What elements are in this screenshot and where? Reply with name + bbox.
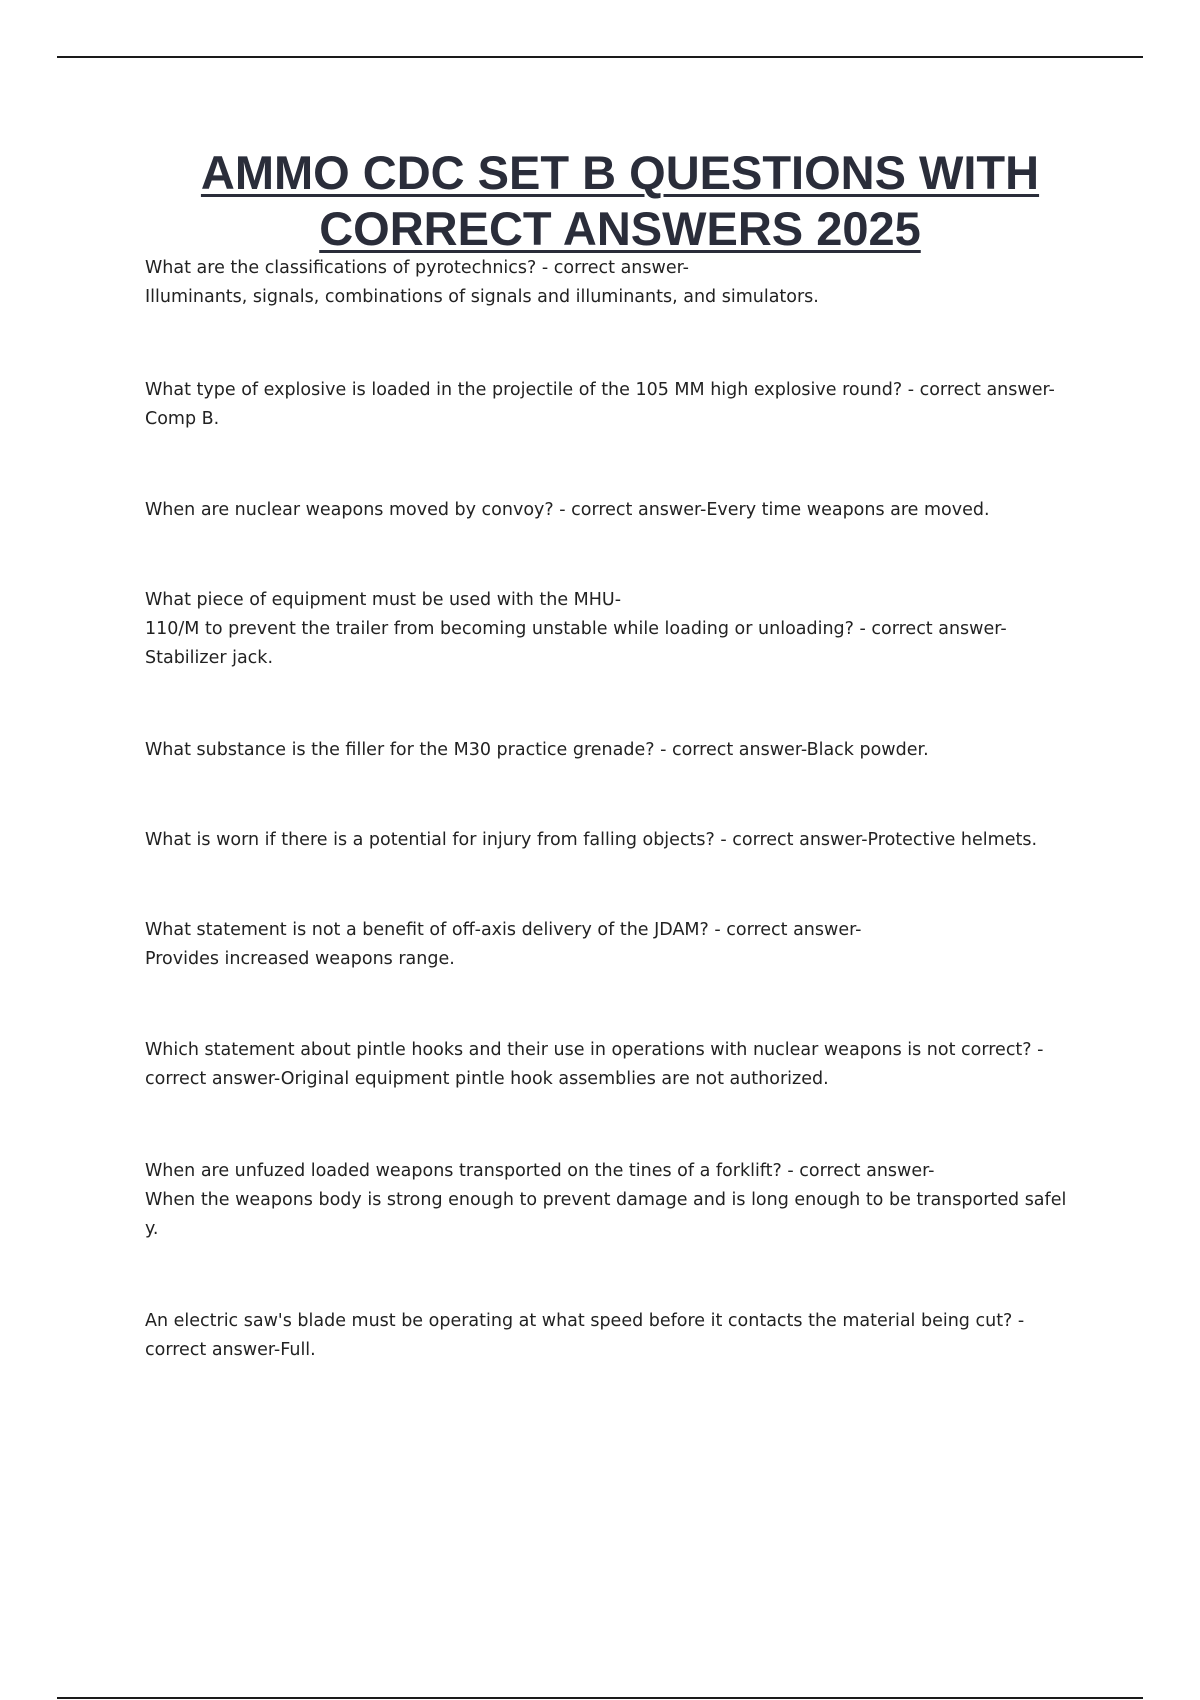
title-line-2: CORRECT ANSWERS 2025	[319, 202, 921, 255]
qa-entry-1: What are the classifications of pyrotechnics? - correct answer- Illuminants, signals, combinations of signals and illuminants, and simulators.	[145, 258, 819, 307]
title-line-1: AMMO CDC SET B QUESTIONS WITH	[200, 146, 1040, 199]
qa-entry-9: When are unfuzed loaded weapons transported on the tines of a forklift? - correct answer- When the weapons body is strong enough to prevent damage and is long enough to be transported safel y.	[145, 1161, 1067, 1239]
qa-entry-7: What statement is not a benefit of off-axis delivery of the JDAM? - correct answer- Provides increased weapons range.	[145, 920, 862, 969]
qa-entry-3: When are nuclear weapons moved by convoy? - correct answer-Every time weapons are moved.	[145, 500, 990, 520]
document-title	[100, 145, 1140, 257]
qa-entry-10: An electric saw's blade must be operating at what speed before it contacts the material being cut? - correct answer-Full.	[145, 1311, 1025, 1360]
bottom-divider	[57, 1697, 1143, 1699]
top-divider	[57, 56, 1143, 58]
qa-entry-8: Which statement about pintle hooks and their use in operations with nuclear weapons is not correct? - correct answer-Original equipment pintle hook assemblies are not authorized.	[145, 1040, 1044, 1089]
qa-entry-2: What type of explosive is loaded in the projectile of the 105 MM high explosive round? - correct answer- Comp B.	[145, 380, 1055, 429]
qa-entry-6: What is worn if there is a potential for injury from falling objects? - correct answer-Protective helmets.	[145, 830, 1038, 850]
qa-entry-4: What piece of equipment must be used with the MHU- 110/M to prevent the trailer from becoming unstable while loading or unloading? - correct answer- Stabilizer jack.	[145, 590, 1007, 668]
qa-entry-5: What substance is the filler for the M30 practice grenade? - correct answer-Black powder.	[145, 740, 929, 760]
